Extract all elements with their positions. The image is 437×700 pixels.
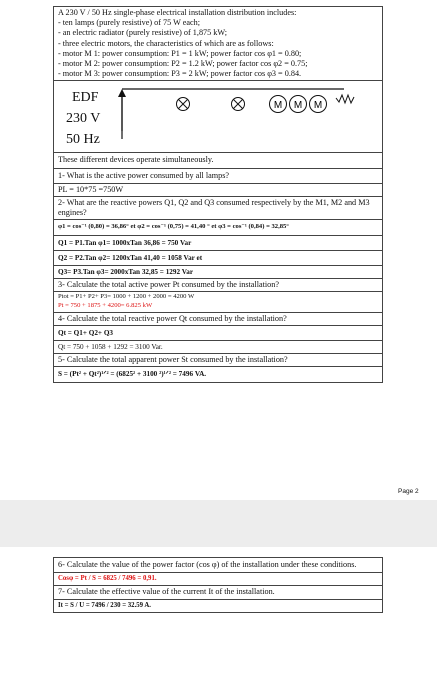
arrow-up-icon [118, 89, 126, 131]
intro-item: - three electric motors, the characteristics of which are as follows: [58, 38, 274, 48]
motor-label: M [273, 100, 283, 112]
lamp-icon [177, 98, 190, 111]
answer-3-line: Pt = 750 + 1875 + 4200= 6.825 kW [58, 302, 153, 310]
motor-icon [310, 96, 327, 113]
intro-item: - ten lamps (purely resistive) of 75 W each; [58, 18, 201, 28]
motor-icon [270, 96, 287, 113]
page-2 [0, 547, 437, 700]
answer-1: PL = 10*75 =750W [54, 184, 382, 197]
question-5: 5- Calculate the total apparent power St consumed by the installation? [54, 354, 382, 367]
question-4: 4- Calculate the total reactive power Qt consumed by the installation? [54, 313, 382, 326]
question-2: 2- What are the reactive powers Q1, Q2 and Q3 consumed respectively by the M1, M2 and M3 engines? [54, 197, 382, 220]
motor-icon [290, 96, 307, 113]
intro-item: - an electric radiator (purely resistive) of 1,875 kW; [58, 28, 228, 38]
answer-2-q2: Q2 = P2.Tan φ2= 1200xTan 41,40 = 1058 Var et [54, 251, 382, 266]
page-number: Page 2 [398, 488, 419, 495]
motor-label: M [313, 100, 323, 112]
intro-item: - motor M 3: power consumption: P3 = 2 kW; power factor cos φ3 = 0.84. [58, 69, 302, 79]
answer-2-q3: Q3= P3.Tan φ3= 2000xTan 32,85 = 1292 Var [54, 266, 382, 279]
answer-2-phi: φ1 = cos⁻¹ (0,80) = 36,86° et φ2 = cos⁻¹ (0,75) = 41,40 ° et φ3 = cos⁻¹ (0,84) = 32,85° [54, 220, 382, 235]
page-gap [0, 500, 437, 547]
answer-2-q1: Q1 = P1.Tan φ1= 1000xTan 36,86 = 750 Var [54, 236, 382, 251]
answer-6: Cosφ = Pt / S = 6825 / 7496 = 0,91. [54, 573, 382, 586]
circuit-diagram [54, 81, 382, 153]
exercise-table-continued [53, 557, 383, 613]
intro-item: - motor M 1: power consumption: P1 = 1 kW; power factor cos φ1 = 0.80; [58, 48, 302, 58]
source-label: 230 V [66, 111, 101, 127]
resistor-icon [336, 95, 354, 103]
motor-label: M [293, 100, 303, 112]
question-6: 6- Calculate the value of the power factor (cos φ) of the installation under these conditions. [54, 558, 382, 573]
operation-note: These different devices operate simultaneously. [54, 153, 382, 168]
source-label: EDF [72, 90, 99, 106]
source-label: 50 Hz [66, 132, 100, 148]
question-7: 7- Calculate the effective value of the current It of the installation. [54, 586, 382, 599]
intro-item: - motor M 2: power consumption: P2 = 1.2 kW; power factor cos φ2 = 0.75; [58, 59, 308, 69]
answer-3-line: Ptot = P1+ P2+ P3= 1000 + 1200 + 2000 = 4200 W [58, 293, 195, 301]
question-3: 3- Calculate the total active power Pt consumed by the installation? [54, 279, 382, 292]
answer-4-formula: Qt = Q1+ Q2+ Q3 [54, 326, 382, 341]
answer-4-value: Qt = 750 + 1058 + 1292 = 3100 Var. [54, 341, 382, 354]
question-1: 1- What is the active power consumed by all lamps? [54, 169, 382, 184]
exercise-table [53, 6, 383, 383]
answer-3 [54, 292, 382, 312]
intro-block [54, 7, 382, 81]
lamp-icon [232, 98, 245, 111]
intro-title: A 230 V / 50 Hz single-phase electrical installation distribution includes: [58, 8, 297, 17]
answer-5: S = (Pt² + Qt²)¹ᐟ² = (6825² + 3100 ²)¹ᐟ² = 7496 VA. [58, 370, 207, 379]
answer-7: It = S / U = 7496 / 230 = 32.59 A. [58, 601, 151, 609]
